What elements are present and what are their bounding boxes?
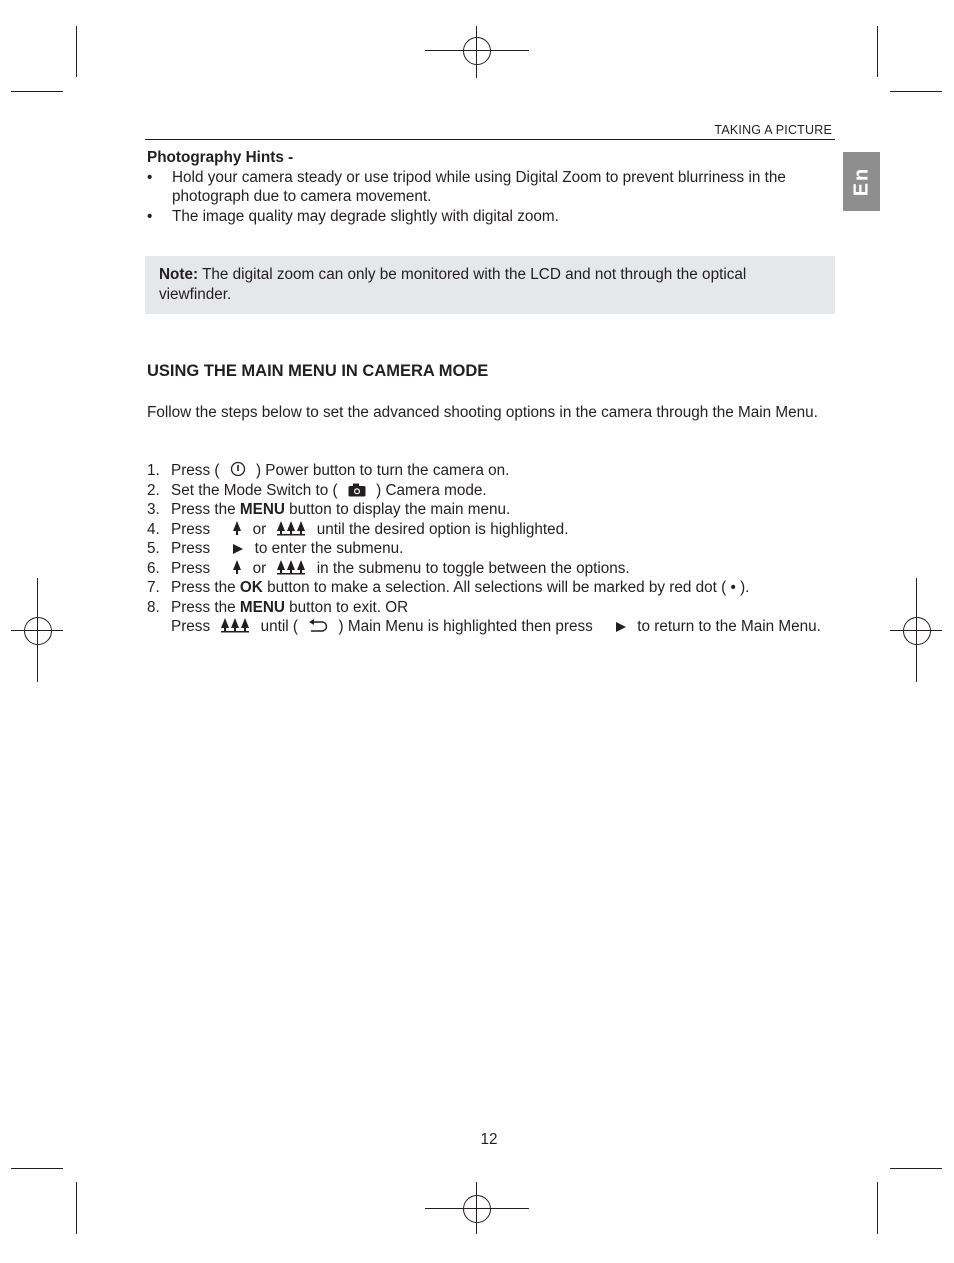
or-text: or — [252, 559, 267, 577]
page-number: 12 — [480, 1131, 498, 1148]
list-item — [147, 461, 835, 481]
right-arrow-icon — [615, 621, 627, 633]
camera-icon — [348, 483, 366, 497]
step-text: Press ( — [171, 462, 220, 479]
step-text: in the submenu to toggle between the options. — [316, 559, 630, 577]
triple-up-arrow-icon — [276, 559, 306, 575]
step-text: ) Main Menu is highlighted then press — [338, 618, 593, 635]
step-number: 1. — [147, 462, 160, 479]
section-intro: Follow the steps below to set the advanced shooting options in the camera through the Main Menu. — [147, 404, 818, 421]
list-item — [147, 559, 835, 579]
menu-label: MENU — [239, 598, 285, 616]
step-text: until the desired option is highlighted. — [316, 520, 569, 538]
step-number: 3. — [147, 501, 160, 518]
language-tab — [843, 152, 880, 211]
step-text: to return to the Main Menu. — [637, 618, 821, 635]
language-tab-label: En — [850, 166, 872, 197]
triple-up-arrow-icon — [276, 520, 306, 536]
list-item — [147, 520, 835, 540]
step-text: to enter the submenu. — [254, 540, 404, 557]
step-text: Press — [171, 618, 211, 635]
step-text: Set the Mode Switch to ( — [171, 481, 338, 499]
step-text: Press the — [171, 501, 240, 518]
section-heading: USING THE MAIN MENU IN CAMERA MODE — [147, 362, 489, 380]
header-rule — [145, 139, 835, 140]
step-text: button to display the main menu. — [284, 501, 511, 518]
hints-list — [147, 168, 835, 227]
list-item — [147, 578, 835, 598]
list-item — [147, 539, 835, 559]
note-box — [145, 256, 835, 314]
up-arrow-icon — [232, 520, 242, 536]
hint-text: The image quality may degrade slightly with digital zoom. — [172, 207, 559, 225]
triple-up-arrow-icon — [220, 617, 250, 633]
ok-label: OK — [239, 579, 263, 596]
power-icon — [230, 461, 246, 477]
step-text: button to exit. OR — [284, 598, 409, 616]
menu-label: MENU — [239, 501, 285, 518]
hint-text: Hold your camera steady or use tripod while using Digital Zoom to prevent blurriness in the photograph due to camera movement. — [172, 168, 786, 205]
step-text: Press — [171, 559, 211, 577]
step-number: 5. — [147, 540, 160, 557]
step-text: until ( — [260, 618, 299, 635]
step-text: ) Power button to turn the camera on. — [255, 462, 510, 479]
right-arrow-icon — [232, 543, 244, 555]
step-text: button to make a selection. All selections will be marked by red dot ( • ). — [262, 579, 750, 596]
section-label: TAKING A PICTURE — [714, 123, 832, 137]
photography-hints — [147, 148, 835, 226]
step-number: 6. — [147, 559, 160, 577]
list-item — [147, 500, 835, 520]
step-number: 2. — [147, 481, 160, 499]
note-label: Note: — [159, 266, 199, 283]
hints-title: Photography Hints - — [147, 149, 294, 166]
step-number: 8. — [147, 598, 160, 616]
list-item — [147, 168, 835, 207]
step-text: Press the — [171, 598, 240, 616]
note-text: The digital zoom can only be monitored with the LCD and not through the optical viewfinder. — [159, 266, 747, 303]
return-icon — [308, 619, 328, 633]
bullet: • — [147, 207, 153, 225]
or-text: or — [252, 520, 267, 538]
list-item — [147, 481, 835, 501]
list-item — [147, 598, 835, 637]
step-text: ) Camera mode. — [376, 481, 487, 499]
bullet: • — [147, 168, 153, 186]
step-number: 7. — [147, 579, 160, 596]
step-text: Press the — [171, 579, 240, 596]
list-item — [147, 207, 835, 227]
up-arrow-icon — [232, 559, 242, 575]
step-text: Press — [171, 520, 211, 538]
steps-list — [147, 461, 835, 637]
step-number: 4. — [147, 520, 160, 538]
step-text: Press — [171, 540, 211, 557]
